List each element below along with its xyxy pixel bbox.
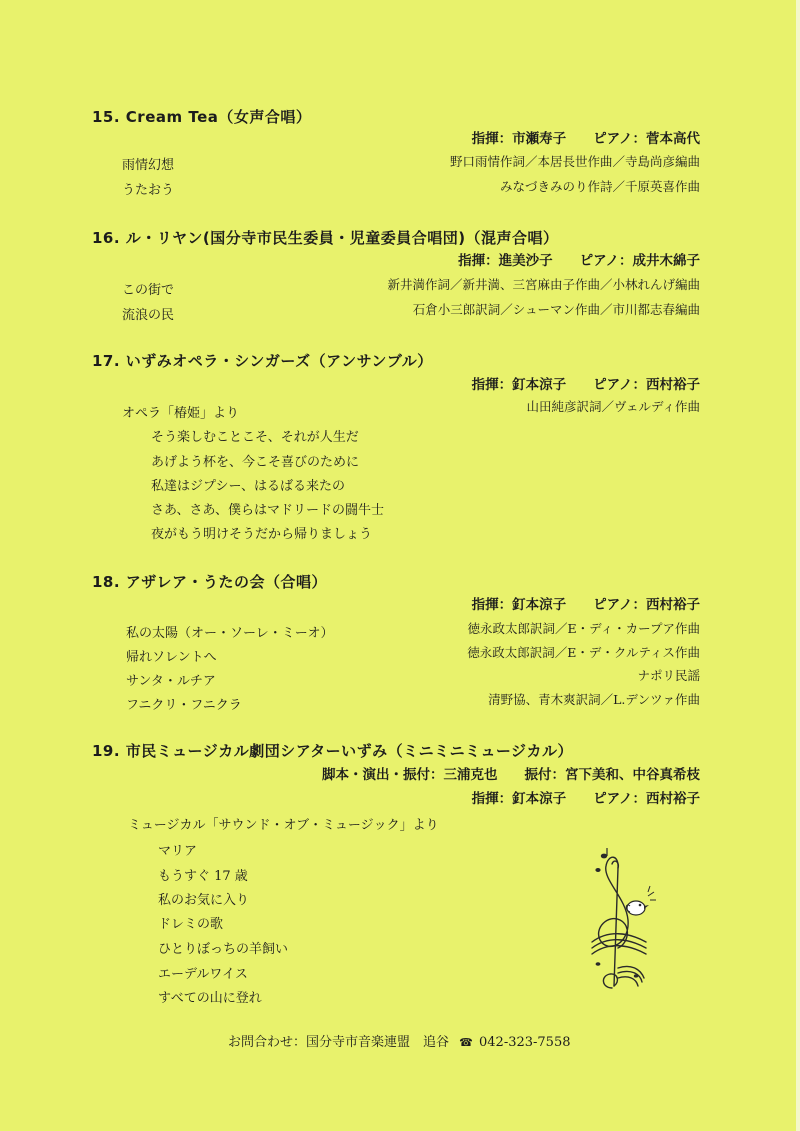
song-credit: 清野協、青木爽訳詞／L.デンツァ作曲: [488, 692, 700, 707]
sub-song: マリア: [158, 844, 198, 859]
opera-intro-credit: 山田純彦訳詞／ヴェルディ作曲: [526, 399, 700, 414]
footer-contact: [228, 1031, 571, 1050]
song-credit: 野口雨情作詞／本居長世作曲／寺島尚彦編曲: [449, 154, 700, 169]
song-credit: 新井満作詞／新井満、三宮麻由子作曲／小林れんげ編曲: [387, 277, 700, 292]
section-19-conductor: 指揮：釘本涼子 ピアノ：西村裕子: [471, 791, 700, 807]
sub-song: さあ、さあ、僕らはマドリードの闘牛士: [151, 503, 384, 518]
treble-clef-bird-illustration: [578, 848, 660, 1000]
opera-intro-title: オペラ「椿姫」より: [122, 406, 240, 421]
song-credit: 徳永政太郎訳詞／E・ディ・カープア作曲: [467, 621, 700, 636]
song-credit: ナポリ民謡: [637, 668, 700, 683]
section-18-conductor: 指揮：釘本涼子 ピアノ：西村裕子: [471, 597, 700, 613]
contact-label: お問合わせ：国分寺市音楽連盟 追谷: [228, 1035, 450, 1050]
section-16-conductor: 指揮：進美沙子 ピアノ：成井木綿子: [458, 253, 700, 269]
song-title: うたおう: [122, 183, 175, 198]
song-credit: 石倉小三郎訳詞／シューマン作曲／市川都志春編曲: [412, 302, 700, 317]
section-19-heading: 19. 市民ミュージカル劇団シアターいずみ（ミニミニミュージカル）: [92, 742, 574, 760]
bird-icon: [626, 886, 656, 915]
section-16-heading: 16. ル・リヤン(国分寺市民生委員・児童委員合唱団)（混声合唱）: [92, 229, 559, 247]
sub-song: そう楽しむことこそ、それが人生だ: [151, 430, 359, 445]
song-title: 私の太陽（オー・ソーレ・ミーオ）: [126, 626, 334, 641]
sub-song: ひとりぼっちの羊飼い: [158, 942, 289, 957]
sub-song: エーデルワイス: [158, 967, 248, 982]
song-title: フニクリ・フニクラ: [126, 698, 242, 713]
sub-song: 私のお気に入り: [158, 893, 250, 908]
paper-edge: [796, 0, 800, 1131]
song-title: 雨情幻想: [122, 158, 175, 173]
sub-song: ドレミの歌: [158, 917, 224, 932]
song-credit: 徳永政太郎訳詞／E・デ・クルティス作曲: [467, 645, 700, 660]
section-17-conductor: 指揮：釘本涼子 ピアノ：西村裕子: [471, 377, 700, 393]
song-title: 流浪の民: [122, 308, 175, 323]
section-19-staff: 脚本・演出・振付：三浦克也 振付：宮下美和、中谷真希枝: [322, 767, 700, 783]
song-title: この街で: [122, 283, 175, 298]
section-18-heading: 18. アザレア・うたの会（合唱）: [92, 573, 327, 591]
sub-song: すべての山に登れ: [158, 991, 262, 1006]
telephone-icon: ☎: [459, 1036, 473, 1049]
song-title: 帰れソレントへ: [126, 650, 217, 665]
section-15-heading: 15. Cream Tea（女声合唱）: [92, 108, 312, 126]
section-17-heading: 17. いずみオペラ・シンガーズ（アンサンブル）: [92, 352, 433, 370]
clef-tail: [603, 974, 617, 988]
section-15-conductor: 指揮：市瀬寿子 ピアノ：菅本高代: [471, 131, 700, 147]
song-credit: みなづきみのり作詩／千原英喜作曲: [499, 179, 700, 194]
sub-song: 夜がもう明けそうだから帰りましょう: [151, 527, 373, 542]
musical-intro-title: ミュージカル「サウンド・オブ・ミュージック」より: [128, 818, 439, 833]
contact-phone: 042-323-7558: [479, 1035, 571, 1050]
sub-song: 私達はジプシー、はるばる来たの: [151, 479, 345, 494]
sub-song: あげよう杯を、今こそ喜びのために: [151, 455, 360, 470]
song-title: サンタ・ルチア: [126, 674, 216, 689]
sub-song: もうすぐ 17 歳: [158, 869, 248, 884]
